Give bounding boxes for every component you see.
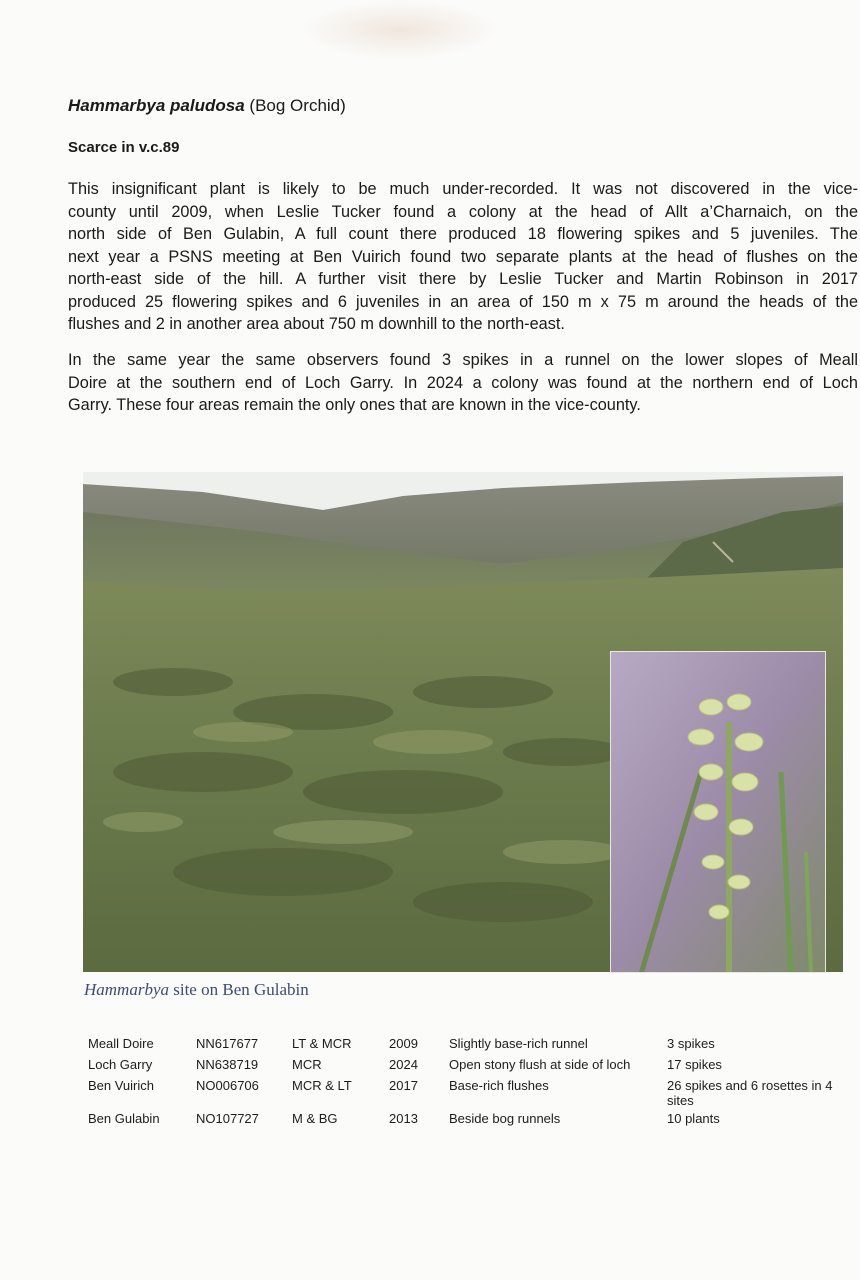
count-line: sites — [667, 1093, 694, 1108]
status-label: Scarce in v.c.89 — [68, 139, 180, 156]
table-row — [88, 1036, 858, 1057]
count-cell: 10 plants — [667, 1111, 720, 1126]
table-row — [88, 1111, 858, 1132]
paragraph-later-records — [68, 349, 858, 417]
paragraph-line: county until 2009, when Leslie Tucker found a colony at the head of Allt a’Charnaich, on the — [68, 202, 858, 221]
paragraph-distribution — [68, 178, 858, 336]
recorders-cell: MCR & LT — [292, 1078, 352, 1093]
recorders-cell: LT & MCR — [292, 1036, 352, 1051]
common-name: (Bog Orchid) — [249, 96, 346, 115]
species-name: Hammarbya paludosa — [68, 96, 245, 115]
habitat-cell: Open stony flush at side of loch — [449, 1057, 631, 1072]
table-row — [88, 1078, 858, 1111]
paragraph-line: north-east side of the hill. A further visit there by Leslie Tucker and Martin Robinson in 2017 — [68, 270, 858, 288]
year-cell: 2017 — [389, 1078, 418, 1093]
site-cell: Ben Gulabin — [88, 1111, 160, 1126]
paragraph-line: next year a PSNS meeting at Ben Vuirich found two separate plants at the head of flushes on the — [68, 247, 858, 266]
paragraph-line: produced 25 flowering spikes and 6 juveniles in an area of 150 m x 75 m around the heads of the — [68, 292, 858, 311]
table-row — [88, 1057, 858, 1078]
site-cell: Loch Garry — [88, 1057, 153, 1072]
bog-orchid-flower-image — [611, 652, 826, 973]
paragraph-line: This insignificant plant is likely to be much under-recorded. It was not discovered in the vice- — [68, 180, 858, 198]
caption-text: site on Ben Gulabin — [169, 980, 309, 999]
paragraph-line: In the same year the same observers found 3 spikes in a runnel on the lower slopes of Meall — [68, 351, 858, 369]
year-cell: 2024 — [389, 1057, 418, 1072]
photo-caption — [84, 980, 309, 1000]
species-heading — [68, 95, 346, 117]
recorders-cell: MCR — [292, 1057, 322, 1072]
count-cell: 17 spikes — [667, 1057, 722, 1072]
habitat-cell: Slightly base-rich runnel — [449, 1036, 588, 1051]
habitat-cell: Beside bog runnels — [449, 1111, 561, 1126]
site-cell: Ben Vuirich — [88, 1078, 154, 1093]
grid-ref-cell: NN638719 — [196, 1057, 259, 1072]
year-cell: 2009 — [389, 1036, 418, 1051]
count-cell — [667, 1078, 857, 1108]
count-cell: 3 spikes — [667, 1036, 715, 1051]
paragraph-line: Garry. These four areas remain the only ones that are known in the vice-county. — [68, 396, 641, 414]
habitat-cell: Base-rich flushes — [449, 1078, 549, 1093]
grid-ref-cell: NN617677 — [196, 1036, 259, 1051]
paragraph-line: north side of Ben Gulabin, A full count there produced 18 flowering spikes and 5 juveniles. The — [68, 225, 858, 243]
orchid-inset-photo — [610, 651, 826, 973]
paragraph-line: Doire at the southern end of Loch Garry. In 2024 a colony was found at the northern end of Loch — [68, 373, 858, 392]
paragraph-line: flushes and 2 in another area about 750 m downhill to the north-east. — [68, 315, 565, 333]
page-stain — [300, 0, 500, 60]
recorders-cell: M & BG — [292, 1111, 338, 1126]
grid-ref-cell: NO006706 — [196, 1078, 259, 1093]
caption-genus: Hammarbya — [84, 980, 169, 999]
grid-ref-cell: NO107727 — [196, 1111, 259, 1126]
records-table — [88, 1036, 858, 1132]
year-cell: 2013 — [389, 1111, 418, 1126]
site-cell: Meall Doire — [88, 1036, 154, 1051]
count-line: 26 spikes and 6 rosettes in 4 — [667, 1078, 833, 1093]
